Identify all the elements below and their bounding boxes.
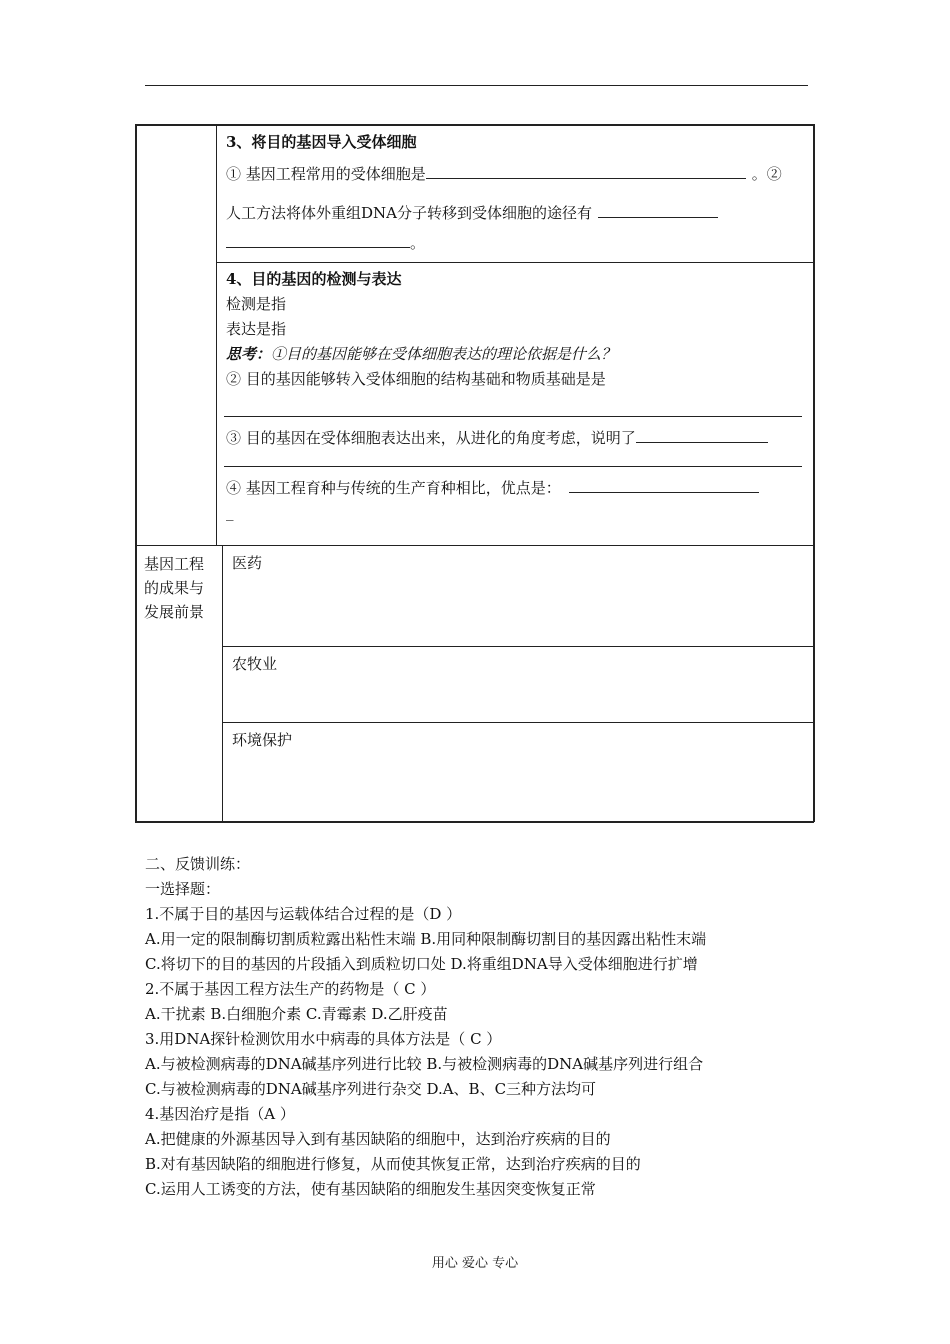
question-line: 3.用DNA探针检测饮用水中病毒的具体方法是（ C ） — [145, 1030, 502, 1048]
agriculture-label: 农牧业 — [232, 655, 278, 673]
answer-blank — [598, 203, 718, 218]
think-question — [226, 343, 616, 364]
question-line: 2.不属于基因工程方法生产的药物是（ C ） — [145, 980, 436, 998]
question-3-text: ③ 目的基因在受体细胞表达出来，从进化的角度考虑，说明了 — [226, 429, 636, 447]
option-line: C.与被检测病毒的DNA碱基序列进行杂交 D.A、B、C三种方法均可 — [145, 1080, 597, 1098]
section3-line1 — [226, 163, 782, 184]
section4-title: 4、目的基因的检测与表达 — [226, 270, 402, 288]
feedback-heading: 二、反馈训练： — [145, 855, 251, 873]
section3-line2 — [226, 202, 718, 223]
option-line: C.运用人工诱变的方法，使有基因缺陷的细胞发生基因突变恢复正常 — [145, 1180, 596, 1198]
question-3 — [226, 427, 768, 448]
option-line: A.用一定的限制酶切割质粒露出粘性末端 B.用同种限制酶切割目的基因露出粘性末端 — [145, 930, 707, 948]
answer-blank — [226, 233, 410, 248]
section3-line3 — [226, 232, 425, 253]
section3-line3-suffix: 。 — [410, 234, 426, 252]
question-4-text: ④ 基因工程育种与传统的生产育种相比，优点是： — [226, 479, 561, 497]
question-line: 4.基因治疗是指（A ） — [145, 1105, 295, 1123]
option-line: A.把健康的外源基因导入到有基因缺陷的细胞中，达到治疗疾病的目的 — [145, 1130, 611, 1148]
option-line: A.与被检测病毒的DNA碱基序列进行比较 B.与被检测病毒的DNA碱基序列进行组合 — [145, 1055, 704, 1073]
think-label: 思考： — [226, 345, 272, 363]
section3-line2-text: 人工方法将体外重组DNA分子转移到受体细胞的途径有 — [226, 204, 592, 222]
environment-label: 环境保护 — [232, 731, 293, 749]
section3-title: 3、将目的基因导入受体细胞 — [226, 133, 417, 151]
header-rule — [145, 85, 808, 86]
section3-line1-text: ① 基因工程常用的受体细胞是 — [226, 165, 426, 183]
results-label-line: 发展前景 — [144, 603, 205, 621]
question-line: 1.不属于目的基因与运载体结合过程的是（D ） — [145, 905, 462, 923]
results-label-line: 的成果与 — [144, 579, 205, 597]
results-label — [144, 552, 204, 624]
answer-line — [224, 416, 802, 417]
answer-blank — [636, 428, 768, 443]
section3-line1-suffix: 。② — [751, 165, 782, 183]
medicine-label: 医药 — [232, 554, 263, 572]
express-label: 表达是指 — [226, 320, 287, 338]
feedback-subheading: 一选择题： — [145, 880, 221, 898]
answer-blank — [569, 478, 759, 493]
think-text: ①目的基因能够在受体细胞表达的理论依据是什么？ — [271, 345, 617, 363]
option-line: C.将切下的目的基因的片段插入到质粒切口处 D.将重组DNA导入受体细胞进行扩增 — [145, 955, 698, 973]
option-line: B.对有基因缺陷的细胞进行修复，从而使其恢复正常，达到治疗疾病的目的 — [145, 1155, 641, 1173]
question-4-tail: _ — [226, 503, 234, 521]
question-2: ② 目的基因能够转入受体细胞的结构基础和物质基础是是 — [226, 370, 606, 388]
question-4 — [226, 477, 759, 498]
results-label-line: 基因工程 — [144, 555, 205, 573]
detect-label: 检测是指 — [226, 295, 287, 313]
page-footer: 用心 爱心 专心 — [431, 1256, 519, 1271]
answer-line — [224, 466, 802, 467]
answer-blank — [426, 164, 746, 179]
option-line: A.干扰素 B.白细胞介素 C.青霉素 D.乙肝疫苗 — [145, 1005, 448, 1023]
